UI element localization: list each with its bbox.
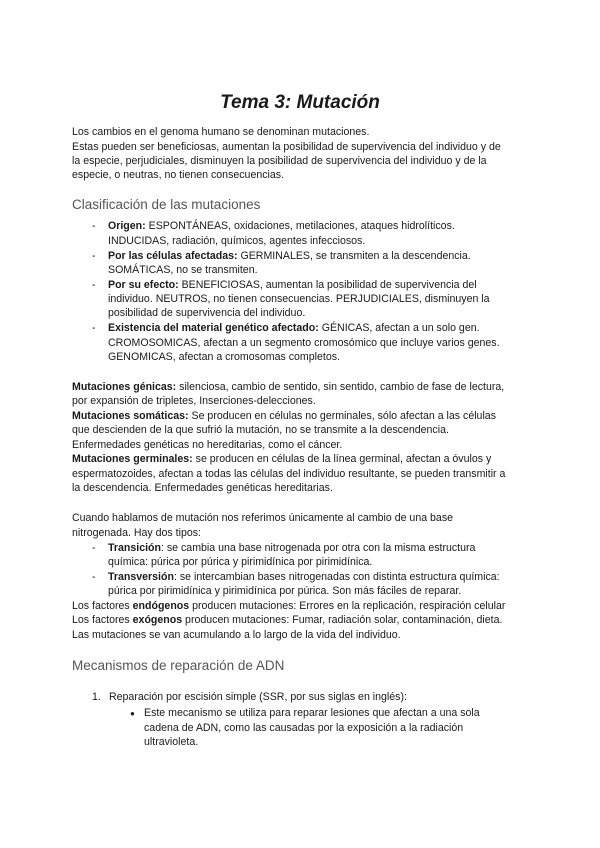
list-item-cont: SOMÁTICAS, no se transmiten. [108, 264, 258, 276]
intro-line: Estas pueden ser beneficiosas, aumentan la posibilidad de supervivencia del individuo y de [72, 141, 501, 153]
text: producen mutaciones: Fumar, radiación solar, contaminación, dieta. [182, 614, 503, 626]
list-item-cont: química: púrica por púrica y pirimidínica por pirimidínica. [108, 556, 373, 568]
list-item: Reparación por escisión simple (SSR, por sus siglas en inglés): [109, 691, 407, 703]
list-dash: - [92, 220, 96, 232]
paragraph-line: que descienden de la que sufrió la mutación, no se transmite a la descendencia. [72, 424, 449, 436]
paragraph-line [72, 613, 532, 628]
term-text: silenciosa, cambio de sentido, sin sentido, cambio de fase de lectura, [179, 381, 505, 393]
sub-item-line: Este mecanismo se utiliza para reparar lesiones que afectan a una sola [144, 707, 480, 719]
paragraph-line: Cuando hablamos de mutación nos referimos únicamente al cambio de una base [72, 512, 454, 524]
term-label: Transversión [108, 571, 174, 583]
term-text: Se producen en células no germinales, sólo afectan a las células [191, 410, 496, 422]
paragraph [72, 380, 532, 395]
term-text: : se intercambian bases nitrogenadas con distinta estructura química: [173, 571, 500, 583]
item-text: GÉNICAS, afectan a un solo gen. [321, 322, 480, 334]
paragraph-line [72, 599, 532, 614]
section-heading: Clasificación de las mutaciones [72, 197, 261, 212]
item-text: BENEFICIOSAS, aumentan la posibilidad de supervivencia del [181, 279, 477, 291]
paragraph-line: la descendencia. Enfermedades genéticas hereditarias. [72, 482, 333, 494]
item-label: Por las células afectadas: [108, 250, 238, 262]
term-label: Mutaciones somáticas: [72, 410, 189, 422]
list-item-cont: púrica por pirimidínica y pirimidínica por púrica. Son más fáciles de reparar. [108, 585, 462, 597]
item-text: ESPONTÁNEAS, oxidaciones, metilaciones, ataques hidrolíticos. [148, 220, 455, 232]
paragraph-line: espermatozoides, afectan a todas las células del individuo resultante, se pueden transmitir a [72, 468, 506, 480]
list-item [108, 278, 568, 293]
list-item-cont: individuo. NEUTROS, no tienen consecuencias. PERJUDICIALES, disminuyen la [108, 293, 490, 305]
item-label: Origen: [108, 220, 146, 232]
list-dash: - [92, 322, 96, 334]
item-label: Existencia del material genético afectado: [108, 322, 319, 334]
intro-line: la especie, perjudiciales, disminuyen la posibilidad de supervivencia del individuo y de la [72, 155, 487, 167]
list-item-cont: CROMOSOMICAS, afectan a un segmento cromosómico que incluye varios genes. [108, 337, 500, 349]
term-label: Transición [108, 542, 161, 554]
list-dash: - [92, 279, 96, 291]
term-label: endógenos [132, 600, 190, 612]
term-label: Mutaciones génicas: [72, 381, 177, 393]
list-item [108, 249, 568, 264]
paragraph-line: nitrogenada. Hay dos tipos: [72, 527, 201, 539]
paragraph-line: Enfermedades genéticas no hereditarias, como el cáncer. [72, 439, 343, 451]
paragraph-line: Las mutaciones se van acumulando a lo largo de la vida del individuo. [72, 629, 401, 641]
intro-line: especie, o neutras, no tienen consecuencias. [72, 169, 285, 181]
paragraph [72, 452, 532, 467]
list-item [108, 541, 568, 556]
list-item-cont: INDUCIDAS, radiación, químicos, agentes infecciosos. [108, 235, 366, 247]
item-label: Por su efecto: [108, 279, 179, 291]
list-dash: - [92, 571, 96, 583]
list-dash: - [92, 542, 96, 554]
list-item [108, 321, 568, 336]
term-label: exógenos [132, 614, 183, 626]
list-item [108, 570, 568, 585]
item-text: GERMINALES, se transmiten a la descendencia. [240, 250, 471, 262]
text: Los factores [72, 600, 133, 612]
page-title: Tema 3: Mutación [220, 92, 380, 113]
paragraph-line: por expansión de tripletes, Inserciones-delecciones. [72, 395, 316, 407]
list-dash: - [92, 250, 96, 262]
text: Los factores [72, 614, 133, 626]
section-heading: Mecanismos de reparación de ADN [72, 658, 285, 673]
bullet-icon: ● [130, 709, 135, 718]
list-item-cont: GENOMICAS, afectan a cromosomas completos. [108, 351, 340, 363]
sub-item-line: cadena de ADN, como las causadas por la exposición a la radiación [144, 722, 464, 734]
term-text: : se cambia una base nitrogenada por otra con la misma estructura [160, 542, 476, 554]
list-item [108, 219, 568, 234]
list-number: 1. [92, 691, 101, 703]
intro-line: Los cambios en el genoma humano se denominan mutaciones. [72, 126, 370, 138]
term-label: Mutaciones germinales: [72, 453, 193, 465]
text: producen mutaciones: Errores en la replicación, respiración celular [189, 600, 506, 612]
sub-item-line: ultravioleta. [144, 736, 199, 748]
list-item-cont: posibilidad de supervivencia del individuo. [108, 307, 306, 319]
term-text: se producen en células de la línea germinal, afectan a óvulos y [195, 453, 492, 465]
paragraph [72, 409, 532, 424]
